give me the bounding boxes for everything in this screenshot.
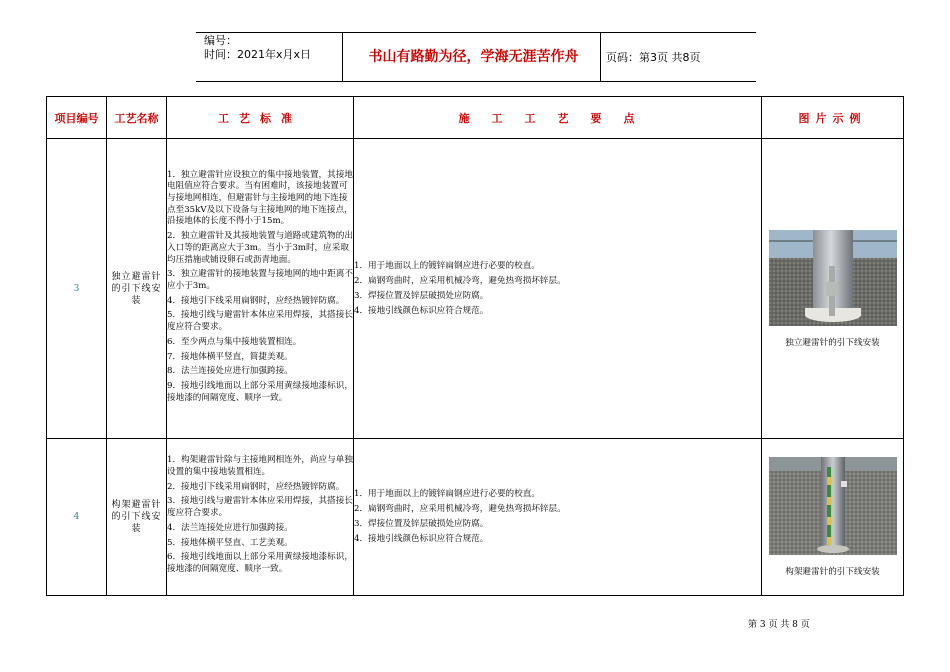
header-example: 图片示例 — [762, 97, 904, 139]
table-row — [47, 139, 904, 439]
footer-page-number: 第 3 页 共 8 页 — [748, 620, 810, 630]
header-standard: 工艺标准 — [167, 97, 354, 139]
example-cell — [762, 439, 904, 596]
number-label: 编号： — [204, 34, 237, 47]
header-process-name: 工艺名称 — [107, 97, 167, 139]
key-point: 3．焊接位置及锌层破损处应防腐。 — [354, 519, 489, 529]
header-top-rule — [196, 32, 756, 33]
standard-list — [167, 439, 354, 596]
standard-item: 8．法兰连接处应进行加强跨接。 — [167, 366, 293, 377]
key-point: 2．扁钢弯曲时，应采用机械冷弯，避免热弯损坏锌层。 — [354, 275, 566, 286]
key-point: 4．接地引线颜色标识应符合规范。 — [354, 305, 489, 316]
photo-illustration — [769, 457, 897, 555]
standard-item: 4．接地引下线采用扁钢时，应经热镀锌防腐。 — [167, 295, 345, 306]
photo-caption: 构架避雷针的引下线安装 — [785, 567, 880, 577]
standard-item: 7．接地体横平竖直，简捷美观。 — [167, 351, 293, 362]
header-divider — [342, 32, 343, 81]
process-name: 构架避雷针的引下线安装 — [107, 439, 167, 596]
header-bottom-rule — [196, 81, 756, 82]
standard-item: 6．至少两点与集中接地装置相连。 — [167, 336, 302, 347]
standard-item: 3．独立避雷针的接地装置与接地网的地中距离不应小于3m。 — [167, 269, 353, 291]
page-info: 页码：第3页 共8页 — [606, 51, 701, 64]
standard-item: 5．接地引线与避雷针本体应采用焊接，其搭接长度应符合要求。 — [167, 310, 353, 333]
time-label: 时间：2021年x月x日 — [204, 48, 312, 61]
key-point: 4．接地引线颜色标识应符合规范。 — [354, 534, 489, 544]
key-point: 1．用于地面以上的镀锌扁钢应进行必要的校直。 — [354, 489, 540, 499]
standard-item: 2．接地引下线采用扁钢时，应经热镀锌防腐。 — [167, 481, 345, 492]
frame-lightning-rod-photo — [769, 457, 897, 555]
standard-list — [167, 139, 354, 439]
standard-item: 1．构架避雷针除与主接地网相连外，尚应与单独设置的集中接地装置相连。 — [167, 455, 353, 478]
item-number: 4 — [47, 439, 107, 596]
process-table — [46, 96, 904, 596]
motto: 书山有路勤为径，学海无涯苦作舟 — [368, 49, 579, 65]
document-header — [196, 32, 756, 82]
header-meta — [204, 34, 311, 62]
key-point: 1．用于地面以上的镀锌扁钢应进行必要的校直。 — [354, 260, 540, 271]
standalone-lightning-rod-photo — [769, 230, 897, 326]
key-point: 2．扁钢弯曲时，应采用机械冷弯，避免热弯损坏锌层。 — [354, 504, 566, 514]
standard-item: 1．独立避雷针应设独立的集中接地装置，其接地电阻值应符合要求。当有困难时，该接地装置可与接地网相连，但避雷针与主接地网的地下连接点至35kV及以下设备与主接地网的地下连接点，沿接地体的长度不得小于15m。 — [167, 169, 353, 227]
standard-item: 4．法兰连接处应进行加强跨接。 — [167, 522, 293, 533]
example-cell — [762, 139, 904, 439]
photo-illustration — [769, 230, 897, 326]
header-key-points: 施工工艺要点 — [354, 97, 762, 139]
process-name: 独立避雷针的引下线安装 — [107, 139, 167, 439]
standard-item: 5．接地体横平竖直、工艺美观。 — [167, 537, 293, 548]
photo-caption: 独立避雷针的引下线安装 — [785, 337, 880, 348]
item-number: 3 — [47, 139, 107, 439]
key-points-list — [354, 439, 762, 596]
standard-item: 2．独立避雷针及其接地装置与道路或建筑物的出入口等的距离应大于3m。当小于3m时，应采取均压措施或铺设卵石或沥青地面。 — [167, 231, 353, 265]
standard-item: 9．接地引线地面以上部分采用黄绿接地漆标识，接地漆的间隔宽度、顺序一致。 — [167, 380, 353, 403]
key-point: 3．焊接位置及锌层破损处应防腐。 — [354, 290, 489, 301]
table-header-row — [47, 97, 904, 139]
standard-item: 3．接地引线与避雷针本体应采用焊接，其搭接长度应符合要求。 — [167, 496, 353, 519]
table-row — [47, 439, 904, 596]
header-item-no: 项目编号 — [47, 97, 107, 139]
key-points-list — [354, 139, 762, 439]
standard-item: 6．接地引线地面以上部分采用黄绿接地漆标识，接地漆的间隔宽度、顺序一致。 — [167, 552, 353, 574]
